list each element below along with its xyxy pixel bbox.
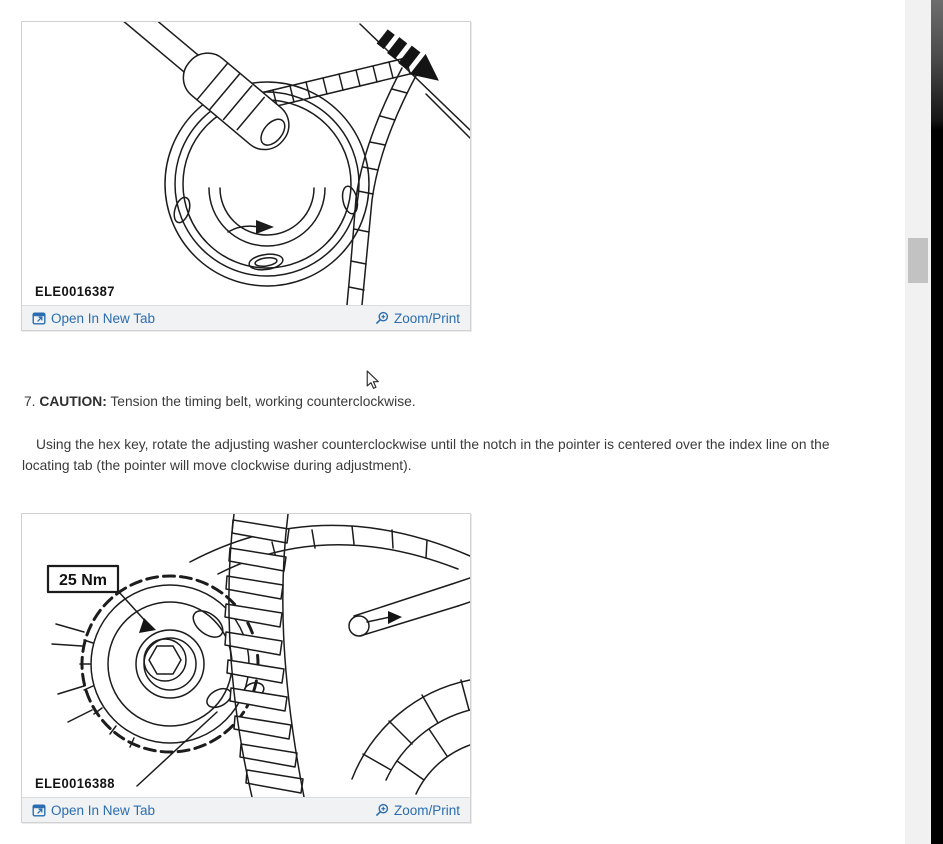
zoom-icon — [375, 803, 389, 817]
caution-text: Tension the timing belt, working counterclockwise. — [110, 394, 416, 409]
figure-footer — [22, 305, 470, 330]
window-edge-strip — [931, 0, 943, 844]
open-in-new-tab-icon — [32, 311, 46, 325]
open-in-new-tab-link[interactable] — [32, 311, 155, 326]
open-in-new-tab-icon — [32, 803, 46, 817]
instruction-line-2: locating tab (the pointer will move clockwise during adjustment). — [22, 457, 412, 473]
figure-card-1 — [21, 21, 471, 331]
figure-image-1 — [22, 22, 470, 305]
zoom-print-link[interactable] — [375, 311, 460, 326]
figure-card-2 — [21, 513, 471, 823]
zoom-print-label: Zoom/Print — [393, 802, 460, 818]
step-number: 7. — [24, 394, 36, 409]
step-instruction — [22, 435, 872, 476]
caution-label: CAUTION: — [39, 394, 107, 409]
zoom-print-label: Zoom/Print — [393, 310, 460, 326]
scrollbar-thumb[interactable] — [908, 238, 928, 283]
open-in-new-tab-link[interactable] — [32, 803, 155, 818]
figure-footer — [22, 797, 470, 822]
zoom-print-link[interactable] — [375, 803, 460, 818]
scrollbar-track[interactable] — [905, 0, 931, 844]
zoom-icon — [375, 311, 389, 325]
figure-code: ELE0016387 — [35, 283, 115, 300]
open-in-new-tab-label: Open In New Tab — [51, 310, 156, 326]
open-in-new-tab-label: Open In New Tab — [51, 802, 156, 818]
figure-image-2 — [22, 514, 470, 797]
figure-code: ELE0016388 — [35, 775, 115, 792]
tensioner-hex-key-diagram — [22, 22, 470, 305]
torque-annotation: 25 Nm — [58, 572, 108, 589]
instruction-line-1: Using the hex key, rotate the adjusting washer counterclockwise until the notch in the pointer is centered over the index line on the — [36, 437, 830, 452]
step-caution-line — [24, 394, 416, 409]
tensioner-torque-diagram — [22, 514, 470, 797]
outer-scrollbar-thumb[interactable] — [931, 0, 943, 130]
